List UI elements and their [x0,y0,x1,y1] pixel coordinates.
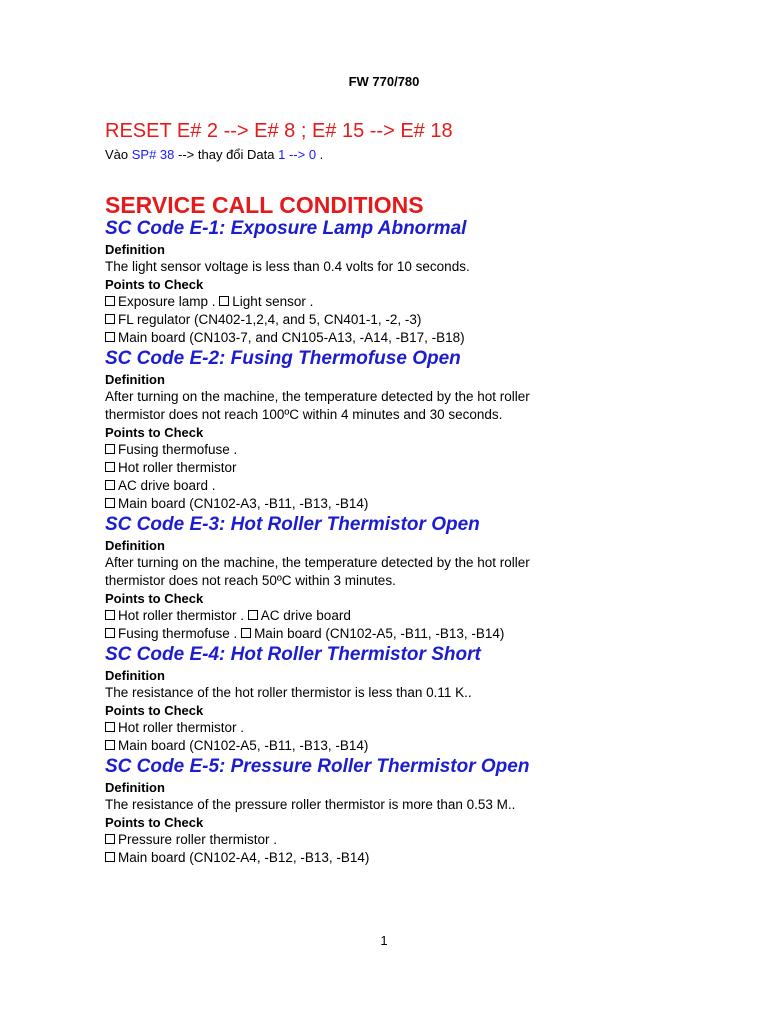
checkbox-icon [105,628,115,638]
page-number: 1 [380,933,388,948]
check-item: Pressure roller thermistor . [118,832,278,847]
check-item: Light sensor . [232,294,314,309]
check-item: Hot roller thermistor . [118,720,245,735]
reset-note-sp-code: SP# 38 [131,147,175,162]
definition-label: Definition [105,668,165,683]
check-item: Fusing thermofuse . [118,442,238,457]
checkbox-icon [105,722,115,732]
sc-code-title: SC Code E-3: Hot Roller Thermistor Open [105,514,480,535]
checkbox-icon [248,610,258,620]
checkbox-icon [105,610,115,620]
definition-label: Definition [105,538,165,553]
definition-text: After turning on the machine, the temperature detected by the hot roller [105,389,530,404]
definition-text: thermistor does not reach 50ºC within 3 minutes. [105,573,396,588]
check-line [105,831,725,849]
points-to-check-label: Points to Check [105,815,204,830]
sc-code-block [105,643,725,755]
definition-text: thermistor does not reach 100ºC within 4 minutes and 30 seconds. [105,407,503,422]
checkbox-icon [105,296,115,306]
sc-code-title: SC Code E-4: Hot Roller Thermistor Short [105,644,481,665]
reset-note [105,146,323,164]
sc-code-block [105,347,725,513]
checkbox-icon [105,740,115,750]
check-item: FL regulator (CN402-1,2,4, and 5, CN401-1, -2, -3) [118,312,422,327]
checkbox-icon [105,444,115,454]
definition-text: The resistance of the pressure roller thermistor is more than 0.53 M.. [105,797,516,812]
check-line [105,495,725,513]
reset-note-prefix: Vào [105,147,132,162]
check-line [105,329,725,347]
reset-note-middle: --> thay đổi Data [174,147,279,162]
points-to-check-label: Points to Check [105,425,204,440]
check-line [105,293,725,311]
section-heading: SERVICE CALL CONDITIONS [105,192,424,218]
points-to-check-label: Points to Check [105,277,204,292]
sc-code-title: SC Code E-2: Fusing Thermofuse Open [105,348,461,369]
checkbox-icon [105,834,115,844]
check-item: Main board (CN103-7, and CN105-A13, -A14, -B17, -B18) [118,330,465,345]
definition-text: After turning on the machine, the temperature detected by the hot roller [105,555,530,570]
reset-heading: RESET E# 2 --> E# 8 ; E# 15 --> E# 18 [105,120,453,142]
checkbox-icon [105,852,115,862]
checkbox-icon [105,314,115,324]
checkbox-icon [219,296,229,306]
check-line [105,737,725,755]
check-line [105,441,725,459]
checkbox-icon [105,462,115,472]
check-item: Main board (CN102-A5, -B11, -B13, -B14) [254,626,505,641]
definition-text: The light sensor voltage is less than 0.4 volts for 10 seconds. [105,259,470,274]
check-item: Hot roller thermistor [118,460,237,475]
checkbox-icon [105,498,115,508]
points-to-check-label: Points to Check [105,591,204,606]
check-line [105,459,725,477]
sc-code-block [105,513,725,643]
check-line [105,477,725,495]
check-item: Main board (CN102-A4, -B12, -B13, -B14) [118,850,370,865]
document-title: FW 770/780 [348,74,420,89]
sc-code-title: SC Code E-1: Exposure Lamp Abnormal [105,218,467,239]
check-item: Main board (CN102-A5, -B11, -B13, -B14) [118,738,369,753]
sc-code-title: SC Code E-5: Pressure Roller Thermistor Open [105,756,530,777]
check-item: Fusing thermofuse . [118,626,242,641]
check-line [105,625,725,643]
check-line [105,607,725,625]
check-item: Exposure lamp . [118,294,220,309]
checkbox-icon [241,628,251,638]
check-item: AC drive board . [118,478,216,493]
checkbox-icon [105,332,115,342]
sc-code-block [105,755,725,867]
sc-code-block [105,217,725,347]
reset-note-data-change: 1 --> 0 [278,147,317,162]
definition-label: Definition [105,780,165,795]
check-line [105,311,725,329]
definition-label: Definition [105,372,165,387]
reset-note-suffix: . [316,147,324,162]
check-item: AC drive board [260,608,351,623]
definition-text: The resistance of the hot roller thermistor is less than 0.11 K.. [105,685,472,700]
service-call-list [105,217,725,867]
check-line [105,719,725,737]
definition-label: Definition [105,242,165,257]
check-item: Main board (CN102-A3, -B11, -B13, -B14) [118,496,369,511]
checkbox-icon [105,480,115,490]
check-item: Hot roller thermistor . [118,608,248,623]
points-to-check-label: Points to Check [105,703,204,718]
check-line [105,849,725,867]
